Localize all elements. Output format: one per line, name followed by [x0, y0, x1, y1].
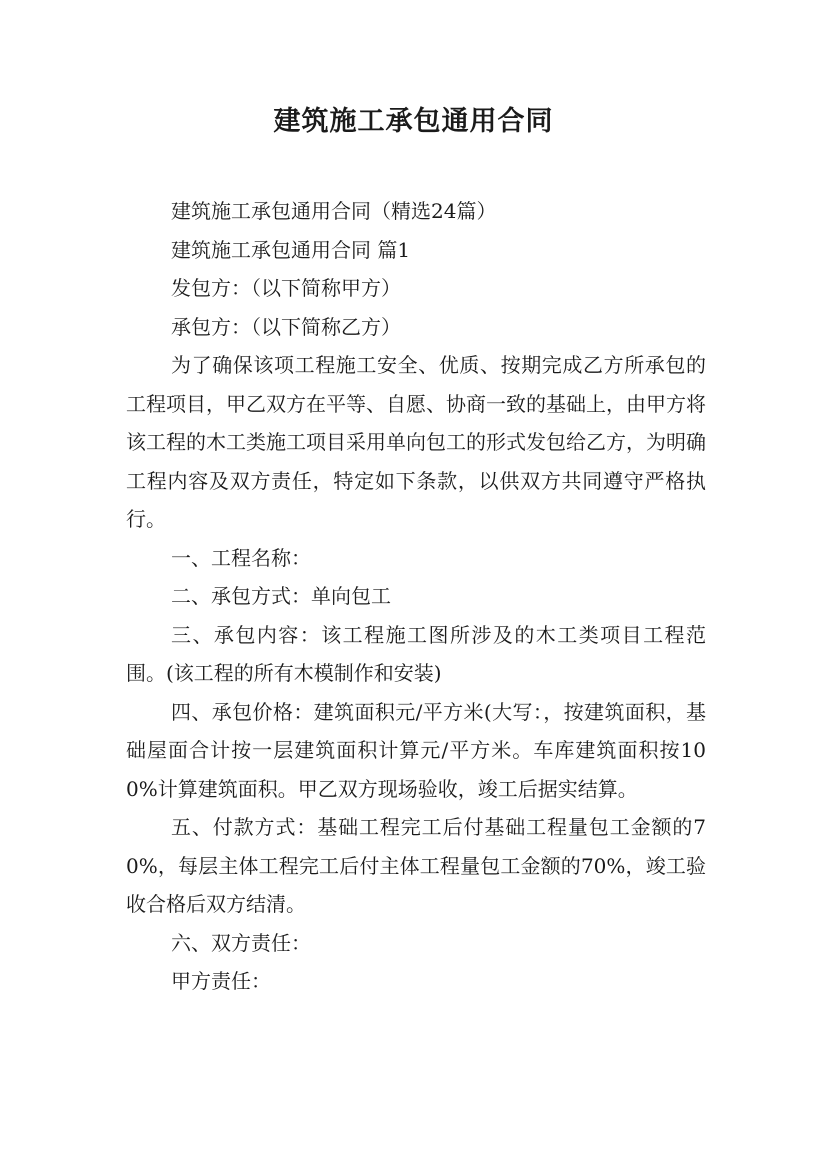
paragraph-responsibilities: 六、双方责任： [171, 930, 311, 955]
paragraph-project-name: 一、工程名称： [171, 545, 311, 570]
paragraph-party-a-responsibilities: 甲方责任： [171, 969, 271, 993]
paragraph-section-heading: 建筑施工承包通用合同 篇1 [171, 237, 411, 262]
paragraph-subtitle: 建筑施工承包通用合同（精选24篇） [171, 199, 497, 223]
paragraph-contract-price: 四、承包价格：建筑面积元/平方米(大写：，按建筑面积，基础屋面合计按一层建筑面积计算元/平方米。车库建筑面积按100%计算建筑面积。甲乙双方现场验收，竣工后据实结算。 [126, 699, 706, 801]
paragraph-party-b: 承包方：（以下简称乙方） [171, 314, 401, 339]
paragraph-party-a: 发包方：（以下简称甲方） [171, 276, 401, 300]
paragraph-contract-mode: 二、承包方式：单向包工 [171, 584, 391, 608]
paragraph-preamble: 为了确保该项工程施工安全、优质、按期完成乙方所承包的工程项目，甲乙双方在平等、自愿、协商一致的基础上，由甲方将该工程的木工类施工项目采用单向包工的形式发包给乙方，为明确工程内容及双方责任，特定如下条款，以供双方共同遵守严格执行。 [126, 353, 706, 531]
paragraph-contract-scope: 三、承包内容：该工程施工图所涉及的木工类项目工程范围。(该工程的所有木模制作和安装) [126, 622, 706, 685]
paragraph-payment-terms: 五、付款方式：基础工程完工后付基础工程量包工金额的70%，每层主体工程完工后付主体工程量包工金额的70%，竣工验收合格后双方结清。 [126, 815, 706, 916]
document-body [126, 192, 706, 1001]
document-title: 建筑施工承包通用合同 [273, 106, 554, 137]
